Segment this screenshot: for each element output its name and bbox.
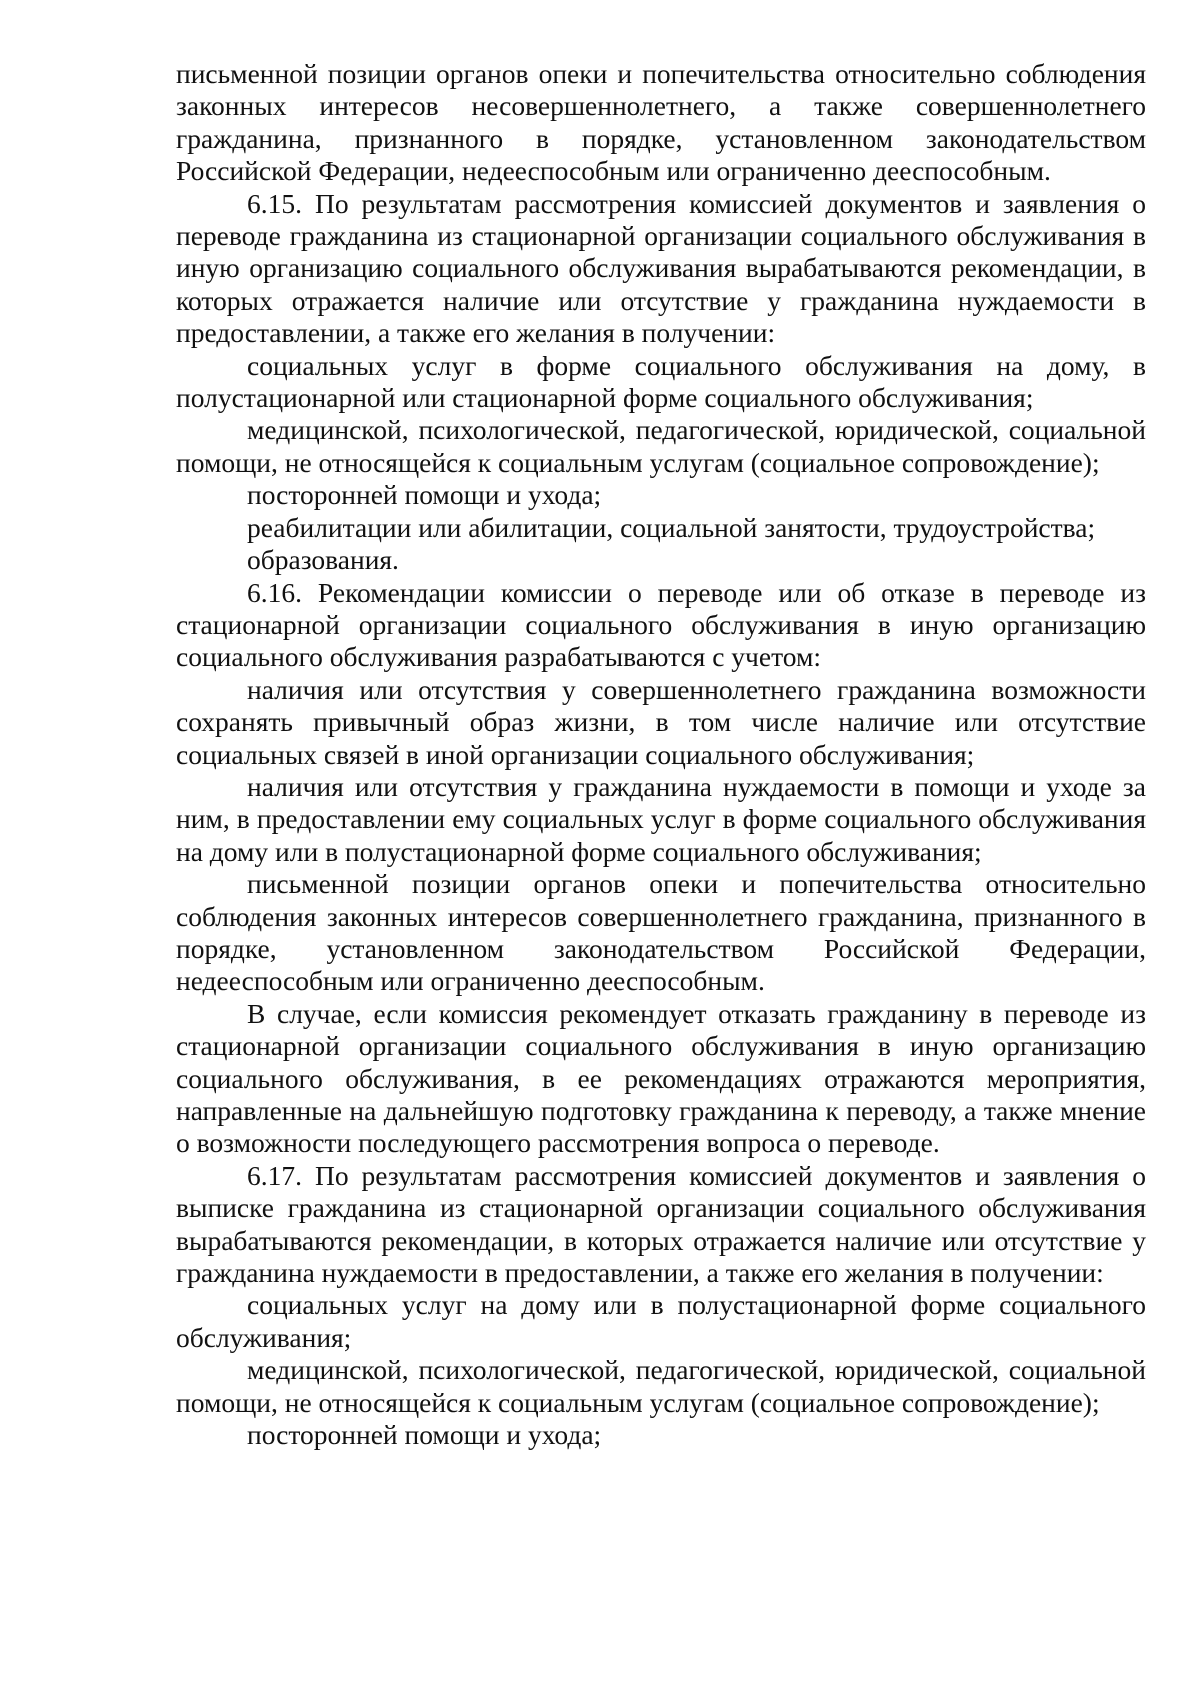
- paragraph-6-17: 6.17. По результатам рассмотрения комиссией документов и заявления о выписке гражданина из стационарной организации социального обслуживания вырабатываются рекомендации, в которых отражается наличие или отсутствие у гражданина нуждаемости в предоставлении, а также его желания в получении:: [176, 1159, 1146, 1289]
- document-body: [176, 58, 1146, 1451]
- list-item-guardianship-position: письменной позиции органов опеки и попечительства относительно соблюдения законных интересов совершеннолетнего гражданина, признанного в порядке, установленном законодательством Российской Федерации, недееспособным или ограниченно дееспособным.: [176, 868, 1146, 997]
- list-item-care-2: посторонней помощи и ухода;: [247, 1419, 602, 1451]
- list-item-need-for-care: наличия или отсутствия у гражданина нуждаемости в помощи и уходе за ним, в предоставлении ему социальных услуг в форме социального обслуживания на дому или в полустационарной форме социального обслуживания;: [176, 770, 1146, 867]
- list-item-social-services: социальных услуг в форме социального обслуживания на дому, в полустационарной или стационарной форме социального обслуживания;: [176, 349, 1146, 414]
- list-item-rehabilitation: реабилитации или абилитации, социальной занятости, трудоустройства;: [247, 511, 1096, 543]
- paragraph-continuation: письменной позиции органов опеки и попечительства относительно соблюдения законных интересов несовершеннолетнего, а также совершеннолетнего гражданина, признанного в порядке, установленном законодательством Российской Федерации, недееспособным или ограниченно дееспособным.: [176, 58, 1146, 187]
- list-item-assistance-2: медицинской, психологической, педагогической, юридической, социальной помощи, не относящейся к социальным услугам (социальное сопровождение);: [176, 1354, 1146, 1418]
- list-item-assistance: медицинской, психологической, педагогической, юридической, социальной помощи, не относящейся к социальным услугам (социальное сопровождение);: [176, 414, 1146, 478]
- paragraph-6-15: 6.15. По результатам рассмотрения комиссией документов и заявления о переводе гражданина из стационарной организации социального обслуживания в иную организацию социального обслуживания вырабатываются рекомендации, в которых отражается наличие или отсутствие у гражданина нуждаемости в предоставлении, а также его желания в получении:: [176, 187, 1146, 349]
- list-item-home-services: социальных услуг на дому или в полустационарной форме социального обслуживания;: [176, 1289, 1146, 1353]
- list-item-care: посторонней помощи и ухода;: [247, 479, 602, 511]
- paragraph-6-16: 6.16. Рекомендации комиссии о переводе или об отказе в переводе из стационарной организации социального обслуживания в иную организацию социального обслуживания разрабатываются с учетом:: [176, 576, 1146, 673]
- paragraph-refusal-case: В случае, если комиссия рекомендует отказать гражданину в переводе из стационарной организации социального обслуживания в иную организацию социального обслуживания, в ее рекомендациях отражаются мероприятия, направленные на дальнейшую подготовку гражданина к переводу, а также мнение о возможности последующего рассмотрения вопроса о переводе.: [176, 997, 1146, 1159]
- list-item-education: образования.: [247, 544, 399, 576]
- list-item-lifestyle: наличия или отсутствия у совершеннолетнего гражданина возможности сохранять привычный образ жизни, в том числе наличие или отсутствие социальных связей в иной организации социального обслуживания;: [176, 673, 1146, 770]
